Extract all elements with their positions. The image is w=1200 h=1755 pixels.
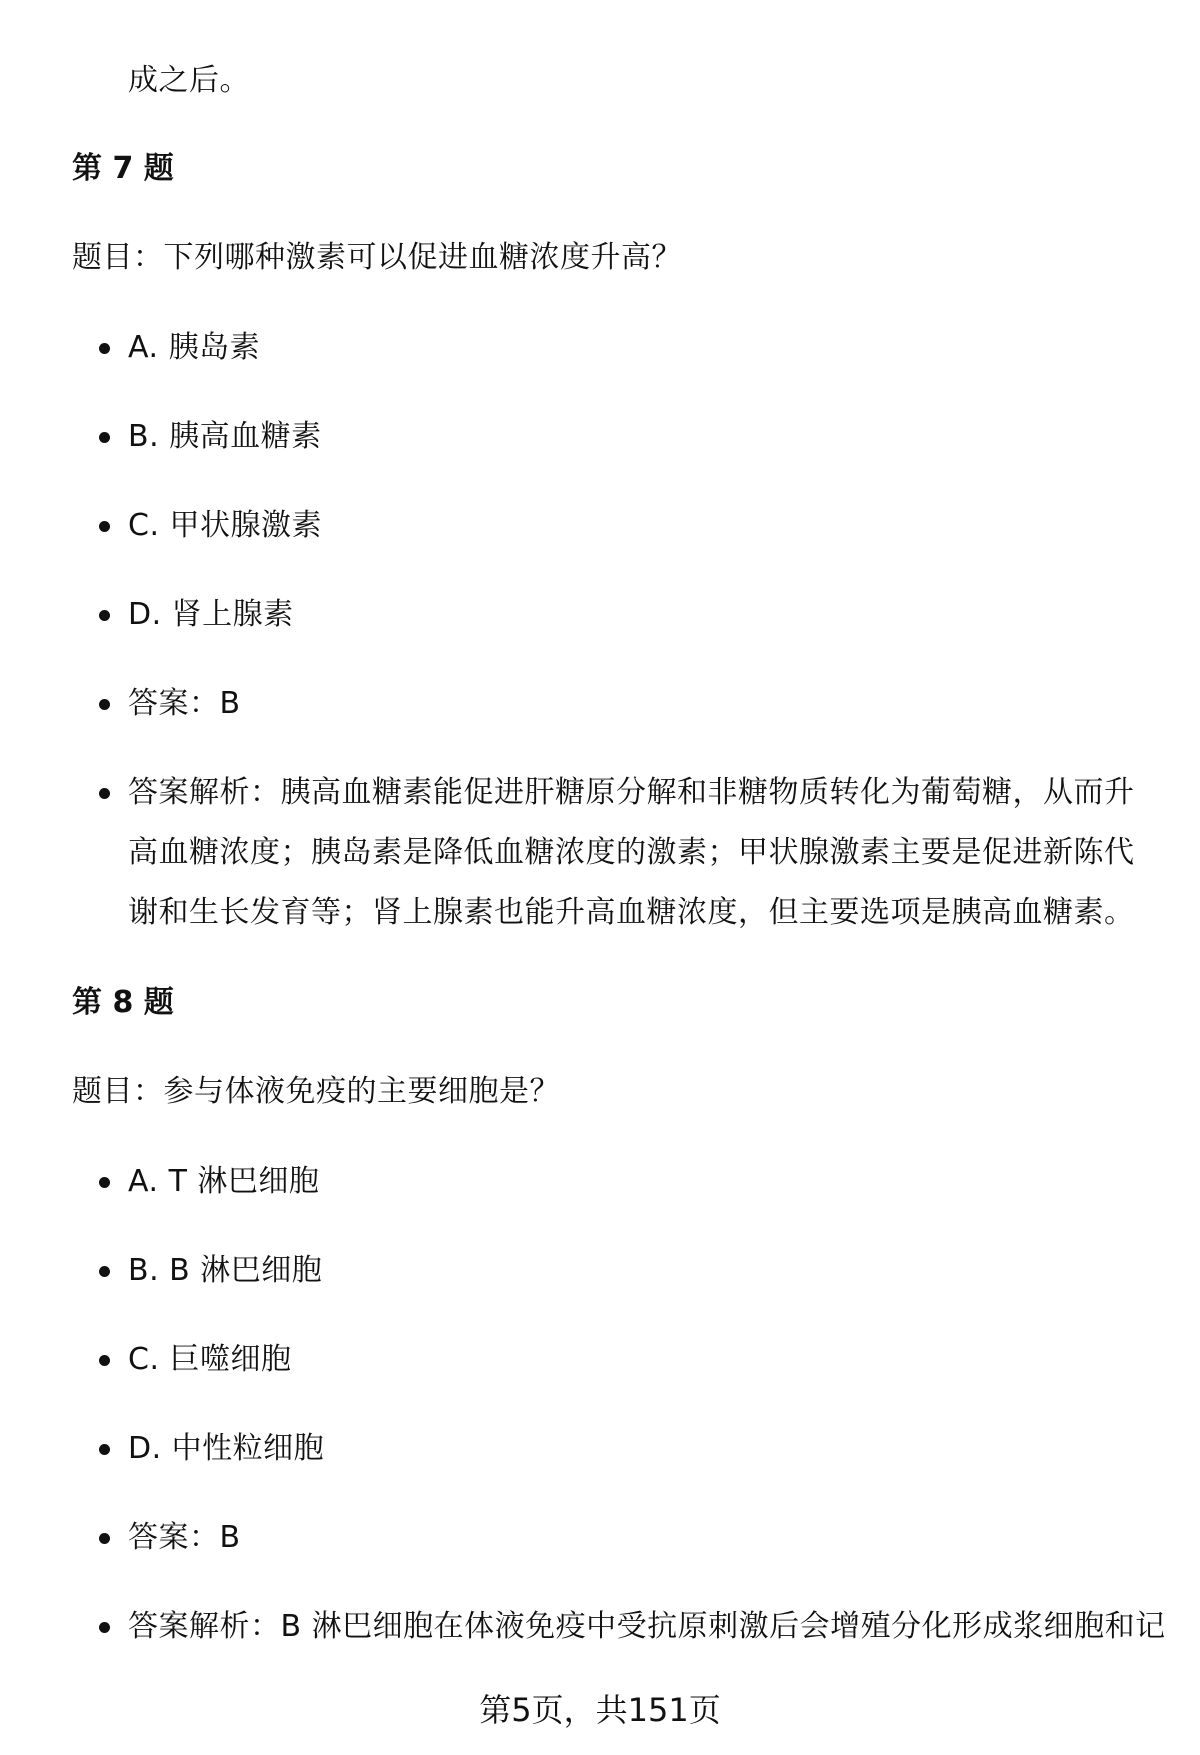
bullet-icon (99, 699, 110, 710)
question-8-explanation (0, 1597, 1200, 1657)
bullet-icon (99, 788, 110, 799)
explanation-text: 答案解析：胰高血糖素能促进肝糖原分解和非糖物质转化为葡萄糖，从而升高血糖浓度；胰岛素是降低血糖浓度的激素；甲状腺激素主要是促进新陈代谢和生长发育等；肾上腺素也能升高血糖浓度，但主要选项是胰高血糖素。 (128, 775, 1135, 930)
bullet-icon (99, 343, 110, 354)
bullet-icon (99, 1622, 110, 1633)
option-text: A. T 淋巴细胞 (128, 1164, 320, 1199)
bullet-icon (99, 521, 110, 532)
question-7-prompt: 题目：下列哪种激素可以促进血糖浓度升高？ (72, 240, 682, 275)
option-text: C. 甲状腺激素 (128, 508, 323, 543)
question-7-heading: 第 7 题 (72, 151, 174, 186)
question-7-option-c (0, 496, 1200, 556)
question-7-option-b (0, 407, 1200, 467)
page-number-footer: 第5页，共151页 (479, 1691, 721, 1729)
continuation-text: 成之后。 (128, 63, 250, 98)
bullet-icon (99, 1444, 110, 1455)
option-text: D. 中性粒细胞 (128, 1431, 325, 1466)
question-8-answer (0, 1508, 1200, 1568)
option-text: B. B 淋巴细胞 (128, 1253, 323, 1288)
option-text: A. 胰岛素 (128, 330, 261, 365)
bullet-icon (99, 432, 110, 443)
question-8-option-d (0, 1419, 1200, 1479)
answer-text: 答案：B (128, 1520, 241, 1555)
bullet-icon (99, 1355, 110, 1366)
option-text: D. 肾上腺素 (128, 597, 294, 632)
question-7-option-a (0, 318, 1200, 378)
question-7-answer (0, 674, 1200, 734)
question-8-option-c (0, 1330, 1200, 1390)
option-text: C. 巨噬细胞 (128, 1342, 292, 1377)
bullet-icon (99, 610, 110, 621)
question-8-option-a (0, 1152, 1200, 1212)
bullet-icon (99, 1177, 110, 1188)
answer-text: 答案：B (128, 686, 241, 721)
bullet-icon (99, 1533, 110, 1544)
option-text: B. 胰高血糖素 (128, 419, 322, 454)
question-8-option-b (0, 1241, 1200, 1301)
explanation-text: 答案解析：B 淋巴细胞在体液免疫中受抗原刺激后会增殖分化形成浆细胞和记 (128, 1609, 1166, 1644)
question-8-heading: 第 8 题 (72, 985, 174, 1020)
question-7-option-d (0, 585, 1200, 645)
question-8-prompt: 题目：参与体液免疫的主要细胞是？ (72, 1074, 560, 1109)
bullet-icon (99, 1266, 110, 1277)
